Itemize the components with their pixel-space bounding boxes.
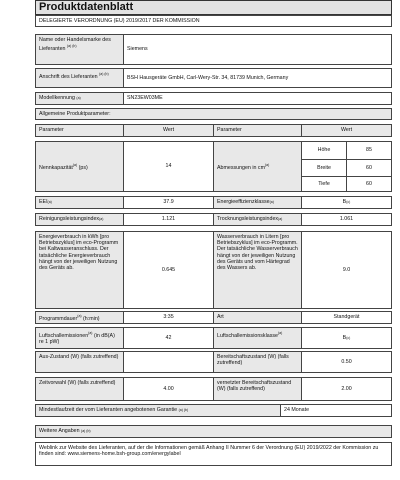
supplier-name-row bbox=[35, 34, 392, 65]
supplier-address-label-cell bbox=[36, 69, 123, 87]
energy-class-value-footnote: (c) bbox=[346, 200, 351, 205]
noise-class-label-cell bbox=[213, 328, 301, 348]
program-duration-value: 3:35 bbox=[123, 312, 213, 323]
dimensions-label: Abmessungen in cm bbox=[217, 164, 265, 171]
energy-class-label-cell bbox=[213, 197, 301, 208]
guarantee-label: Mindestlaufzeit der vom Lieferanten angebotenen Garantie bbox=[39, 407, 178, 414]
noise-class-value-footnote: (c) bbox=[346, 335, 351, 340]
guarantee-row bbox=[35, 404, 392, 417]
regulation-row bbox=[35, 15, 392, 27]
width-label: Breite bbox=[302, 159, 346, 176]
supplier-name-value: Siemens bbox=[123, 35, 391, 64]
cleaning-label-footnote: (a) bbox=[99, 217, 104, 222]
height-label: Höhe bbox=[317, 147, 331, 154]
eei-label-cell bbox=[36, 197, 123, 208]
energy-class-value-cell bbox=[301, 197, 391, 208]
additional-info-row bbox=[35, 425, 392, 438]
depth-value: 60 bbox=[347, 176, 391, 191]
delay-networked-row bbox=[35, 377, 392, 401]
capacity-unit: (ps) bbox=[78, 164, 88, 171]
noise-class-value: B bbox=[342, 334, 347, 341]
width-value: 60 bbox=[347, 159, 391, 176]
program-duration-label: Programmdauer bbox=[39, 315, 78, 322]
noise-class-value-cell bbox=[301, 328, 391, 348]
col-header-value-right: Wert bbox=[301, 125, 391, 136]
consumption-row bbox=[35, 231, 392, 309]
column-header-row bbox=[35, 124, 392, 137]
standby-value: 0.50 bbox=[301, 352, 391, 372]
col-header-parameter-right: Parameter bbox=[213, 125, 301, 136]
water-consumption-value: 9.0 bbox=[301, 232, 391, 308]
dimension-names bbox=[301, 142, 346, 191]
type-label: Art bbox=[213, 312, 301, 323]
noise-row bbox=[35, 327, 392, 349]
energy-class-label-footnote: (a) bbox=[269, 200, 274, 205]
duration-type-row bbox=[35, 311, 392, 324]
eei-label-footnote: (a) bbox=[47, 200, 52, 205]
program-duration-label-cell bbox=[36, 312, 123, 323]
model-label: Modellkennung bbox=[39, 95, 75, 102]
capacity-value: 14 bbox=[123, 142, 213, 191]
drying-label-cell bbox=[213, 214, 301, 225]
supplier-name-label: Name oder Handelsmarke des Lieferanten bbox=[39, 37, 111, 52]
noise-label: Luftschallemissionen bbox=[39, 332, 89, 339]
cleaning-label: Reinigungsleistungsindex bbox=[39, 216, 100, 223]
general-section-row bbox=[35, 108, 392, 120]
supplier-name-label-footnote: (a) (b) bbox=[67, 44, 77, 49]
guarantee-value: 24 Monate bbox=[280, 405, 391, 416]
capacity-label-footnote: (a) bbox=[72, 163, 78, 168]
weblink-text[interactable]: Weblink zur Website des Lieferanten, auf der die Informationen gemäß Anhang II Nummer 6 der Verordnung (EU) 2019/2022 der Kommission zu finden sind: www.siemens-home.bsh-group.com/energylabel bbox=[39, 445, 379, 458]
product-data-sheet bbox=[35, 0, 392, 480]
off-mode-label: Aus-Zustand (W) (falls zutreffend) bbox=[36, 352, 123, 372]
additional-info-label: Weitere Angaben bbox=[39, 428, 80, 435]
model-label-cell bbox=[36, 93, 123, 104]
dimension-values bbox=[346, 142, 391, 191]
model-label-footnote: (a) bbox=[76, 96, 81, 101]
delay-start-label: Zeitvorwahl (W) (falls zutreffend) bbox=[36, 378, 123, 400]
supplier-address-value: BSH Hausgeräte GmbH, Carl-Wery-Str. 34, 81739 Munich, Germany bbox=[123, 69, 391, 87]
capacity-label-cell bbox=[36, 142, 123, 191]
regulation-text: DELEGIERTE VERORDNUNG (EU) 2019/2017 DER KOMMISSION bbox=[39, 18, 200, 24]
power-modes-row bbox=[35, 351, 392, 373]
drying-label-footnote: (a) bbox=[278, 217, 283, 222]
col-header-value-left: Wert bbox=[123, 125, 213, 136]
supplier-name-label-cell bbox=[36, 35, 123, 64]
noise-label-footnote: (a) bbox=[88, 331, 93, 335]
drying-value: 1.061 bbox=[301, 214, 391, 225]
dimensions-label-cell bbox=[213, 142, 301, 191]
noise-unit: (in dB(A) re 1 pW) bbox=[39, 332, 115, 345]
energy-consumption-value: 0.645 bbox=[123, 232, 213, 308]
noise-label-cell bbox=[36, 328, 123, 348]
depth-label: Tiefe bbox=[302, 176, 346, 191]
capacity-label: Nennkapazität bbox=[39, 164, 73, 171]
networked-standby-label: vernetzter Bereitschaftszustand (W) (falls zutreffend) bbox=[213, 378, 301, 400]
energy-consumption-label: Energieverbrauch in kWh [pro Betriebszyklus] im eco-Programm bei Kaltwasseranschluss. Der tatsächliche Energieverbrauch hängt von der jeweiligen Nutzung des Geräts ab. bbox=[36, 232, 123, 308]
col-header-parameter-left: Parameter bbox=[39, 127, 64, 134]
energy-class-label: Energieeffizienzklasse bbox=[217, 199, 270, 206]
additional-info-label-footnote: (a) (b) bbox=[81, 429, 91, 434]
supplier-address-label: Anschrift des Lieferanten bbox=[39, 73, 98, 80]
weblink-row bbox=[35, 442, 392, 466]
eei-row bbox=[35, 196, 392, 209]
supplier-address-row bbox=[35, 68, 392, 88]
delay-start-value: 4.00 bbox=[123, 378, 213, 400]
dimensions-label-footnote: (a) bbox=[265, 163, 270, 168]
type-value: Standgerät bbox=[301, 312, 391, 323]
energy-class-value: B bbox=[342, 199, 347, 206]
eei-value: 37.9 bbox=[123, 197, 213, 208]
capacity-dimensions-row bbox=[35, 141, 392, 192]
standby-label: Bereitschaftszustand (W) (falls zutreffend) bbox=[213, 352, 301, 372]
program-duration-unit: (h:min) bbox=[83, 315, 100, 322]
general-section-label: Allgemeine Produktparameter: bbox=[39, 111, 111, 117]
performance-row bbox=[35, 213, 392, 226]
additional-info-label-cell bbox=[36, 426, 391, 437]
drying-label: Trocknungsleistungsindex bbox=[217, 216, 279, 223]
model-value: SN23EW03ME bbox=[123, 93, 391, 104]
noise-class-label-footnote: (a) bbox=[277, 331, 283, 335]
off-mode-value bbox=[123, 352, 213, 372]
eei-label: EEI bbox=[39, 199, 48, 206]
model-row bbox=[35, 92, 392, 105]
noise-class-label: Luftschallemissionsklasse bbox=[217, 332, 278, 339]
water-consumption-label: Wasserverbrauch in Litern [pro Betriebszyklus] im eco-Programm. Der tatsächliche Wasserverbrauch hängt von der jeweiligen Nutzung des Geräts und vom Härtegrad des Wassers ab. bbox=[213, 232, 301, 308]
cleaning-value: 1.121 bbox=[123, 214, 213, 225]
guarantee-label-cell bbox=[36, 405, 280, 416]
networked-standby-value: 2.00 bbox=[301, 378, 391, 400]
height-value: 85 bbox=[366, 147, 372, 154]
sheet-title: Produktdatenblatt bbox=[35, 0, 392, 15]
noise-value: 42 bbox=[123, 328, 213, 348]
supplier-address-label-footnote: (a) (b) bbox=[99, 72, 109, 76]
guarantee-label-footnote: (a) (b) bbox=[178, 408, 189, 413]
cleaning-label-cell bbox=[36, 214, 123, 225]
program-duration-label-footnote: (a) bbox=[77, 314, 82, 319]
